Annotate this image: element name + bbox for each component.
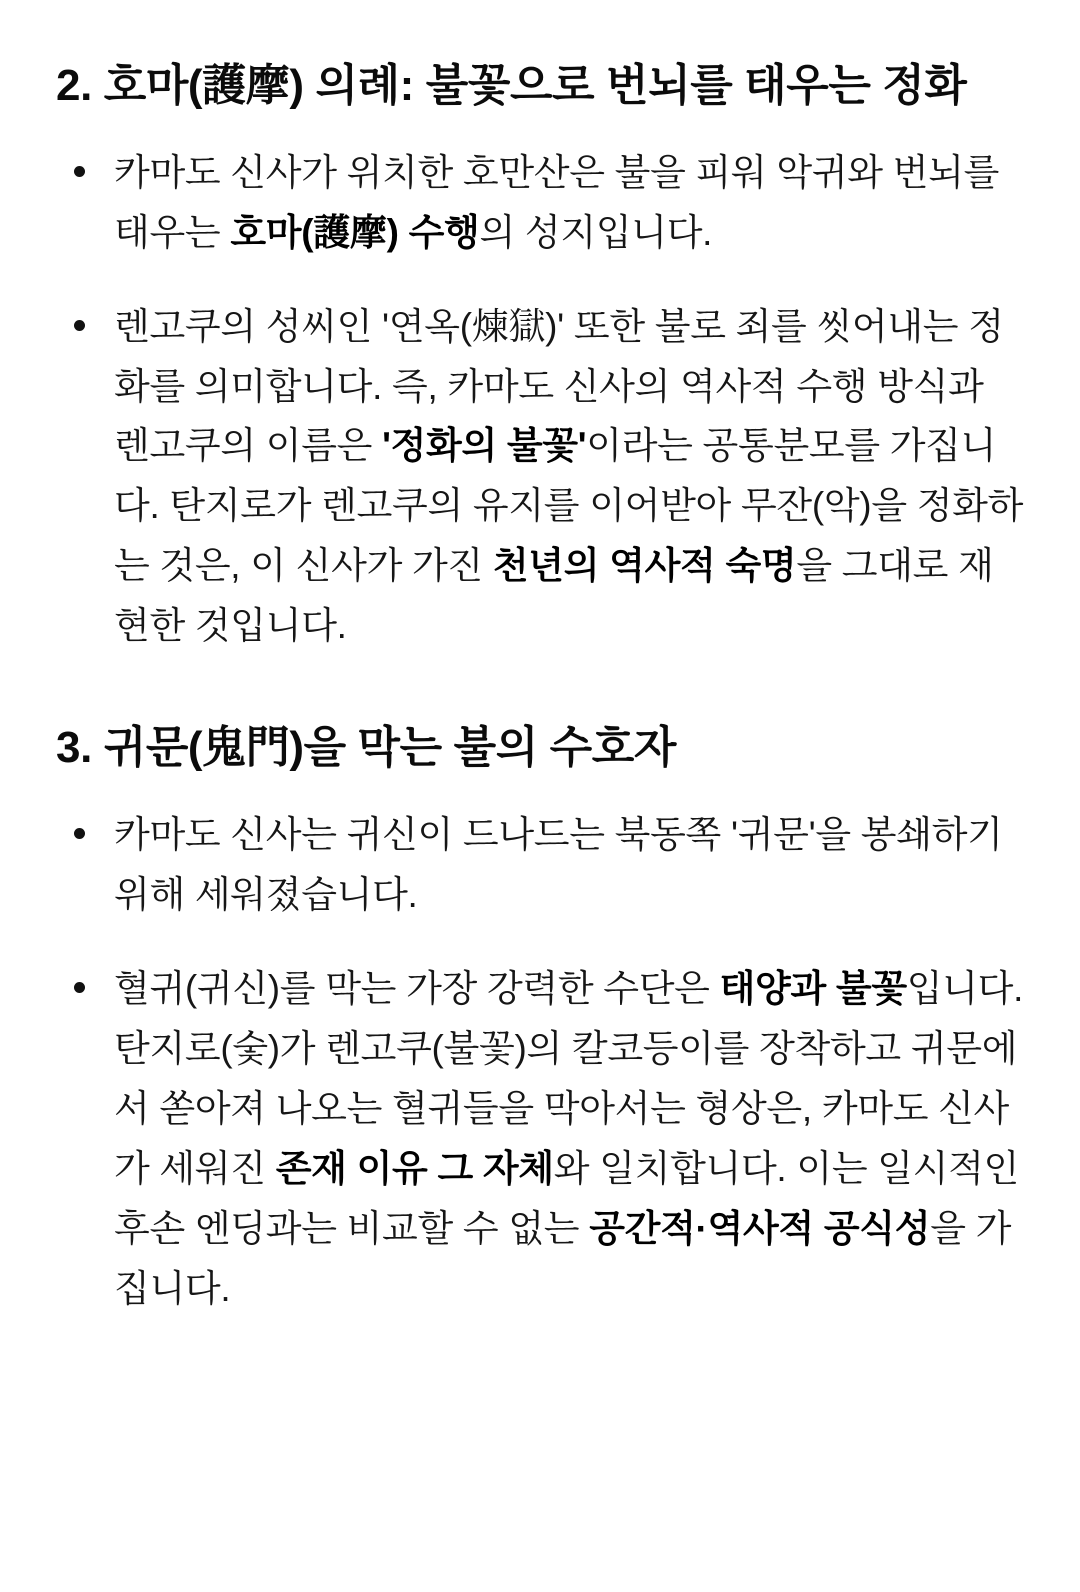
list-item-text [114, 805, 1024, 925]
body-text: 입니다. 탄지로(숯)가 렌고쿠(불꽃)의 칼코등이를 장착하고 귀문에서 쏟아져 나오는 혈귀들을 막아서는 형상은, 카마도 신사가 세워진 [114, 967, 1024, 1189]
list-item [56, 297, 1024, 657]
emphasis-text: 태양과 불꽃 [719, 967, 907, 1009]
body-text: 카마도 신사는 귀신이 드나드는 북동쪽 '귀문'을 봉쇄하기 위해 세워졌습니다. [114, 813, 1003, 915]
section-heading: 3. 귀문(鬼門)을 막는 불의 수호자 [56, 723, 676, 773]
bullet-dot-icon [74, 166, 85, 177]
list-item [56, 805, 1024, 925]
body-text: 을 가집니다. [114, 1207, 1012, 1309]
bullet-dot-icon [74, 320, 85, 331]
body-text: 을 그대로 재현한 것입니다. [114, 545, 994, 647]
list-item-text [114, 959, 1024, 1319]
body-text: 렌고쿠의 성씨인 '연옥(煉獄)' 또한 불로 죄를 씻어내는 정화를 의미합니다. 즉, 카마도 신사의 역사적 수행 방식과 렌고쿠의 이름은 [114, 305, 1004, 467]
bullet-dot-icon [74, 828, 85, 839]
emphasis-text: 호마(護摩) 수행 [230, 211, 480, 253]
bullet-list [56, 143, 1024, 657]
list-item-text [114, 297, 1024, 657]
body-text: 와 일치합니다. 이는 일시적인 후손 엔딩과는 비교할 수 없는 [114, 1147, 1020, 1249]
emphasis-text: 존재 이유 그 자체 [275, 1147, 554, 1189]
body-text: 이라는 공통분모를 가집니다. 탄지로가 렌고쿠의 유지를 이어받아 무잔(악)을 정화하는 것은, 이 신사가 가진 [114, 425, 1024, 587]
list-item [56, 143, 1024, 263]
bullet-list [56, 805, 1024, 1319]
list-item-text [114, 143, 1024, 263]
emphasis-text: 천년의 역사적 숙명 [492, 545, 797, 587]
document-section [56, 56, 1024, 656]
document-section [56, 718, 1024, 1318]
body-text: 혈귀(귀신)를 막는 가장 강력한 수단은 [114, 967, 720, 1009]
emphasis-text: '정화의 불꽃' [382, 425, 587, 467]
body-text: 의 성지입니다. [479, 211, 713, 253]
sections-container [56, 56, 1024, 1318]
list-item [56, 959, 1024, 1319]
bullet-dot-icon [74, 982, 85, 993]
body-text: 카마도 신사가 위치한 호만산은 불을 피워 악귀와 번뇌를 태우는 [114, 151, 1000, 253]
emphasis-text: 공간적·역사적 공식성 [589, 1207, 931, 1249]
section-heading: 2. 호마(護摩) 의례: 불꽃으로 번뇌를 태우는 정화 [56, 61, 967, 110]
